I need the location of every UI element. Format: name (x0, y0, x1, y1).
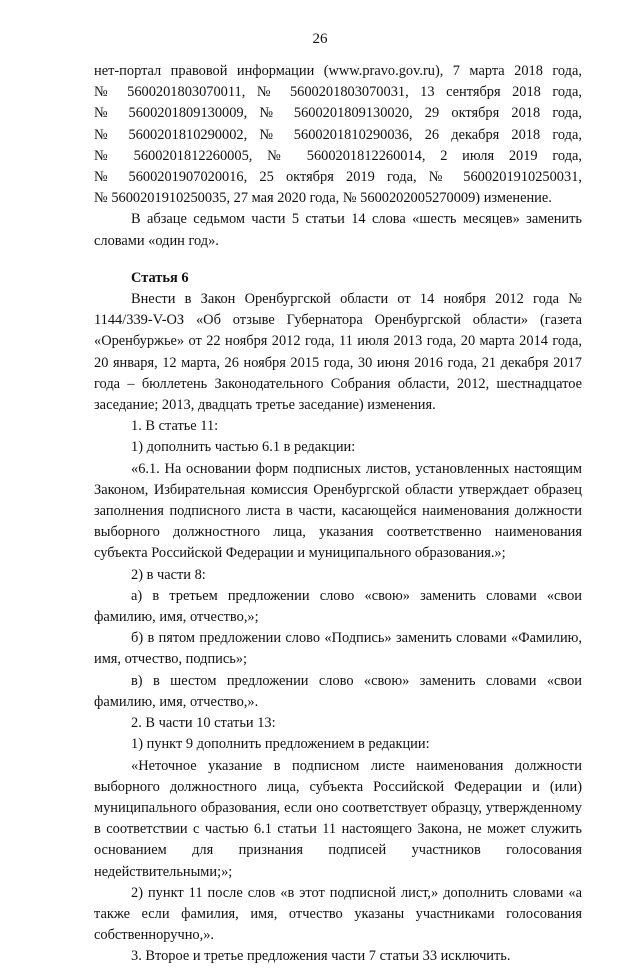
text-line: № 5600201810290002, № 5600201810290036, 26 декабря 2018 года, (94, 126, 582, 143)
text-line: № 5600201907020016, 25 октября 2019 года, № 5600201910250031, (94, 169, 582, 186)
list-item: 2. В части 10 статьи 13: (131, 715, 276, 732)
list-item: б) в пятом предложении слово «Подпись» заменить словами «Фамилию, имя, отчество, подпись»; (94, 630, 582, 668)
list-item: 1) дополнить частью 6.1 в редакции: (131, 439, 356, 456)
list-item: 1. В статье 11: (131, 418, 219, 435)
text-line: № 5600201809130009, № 5600201809130020, 29 октября 2018 года, (94, 105, 582, 122)
list-item: а) в третьем предложении слово «свою» заменить словами «свои фамилию, имя, отчество,»; (94, 587, 582, 626)
text-line: № 5600201910250035, 27 мая 2020 года, № 5600202005270009) изменение. (94, 190, 552, 207)
paragraph-article: Внести в Закон Оренбургской области от 14 ноября 2012 года № 1144/339-V-ОЗ «Об отзыве Губернатора Оренбургской области» (газета «Оренбуржье» от 22 ноября 2012 года, 11 июля 2013 года, 20 марта 2014 года, 20 января, 12 марта, 26 ноября 2015 года, 30 июня 2016 года, 21 декабря 2017 года – бюллетень Законодательного Собрания области, 2012, шестнадцатое заседание; 2013, двадцать третье заседание) изменения. (94, 291, 582, 414)
text-line: нет-портал правовой информации (www.pravo.gov.ru), 7 марта 2018 года, (94, 63, 582, 79)
text-line: № 5600201803070011, № 5600201803070031, 13 сентября 2018 года, (94, 84, 582, 101)
list-item: 3. Второе и третье предложения части 7 статьи 33 исключить. (131, 948, 511, 965)
list-item: в) в шестом предложении слово «свою» заменить словами «свои фамилию, имя, отчество,». (94, 672, 582, 710)
quote-paragraph: «6.1. На основании форм подписных листов, установленных настоящим Законом, Избирательная комиссия Оренбургской области утверждает образец заполнения подписного листа в части, касающейся наименования должности выборного должностного лица, указания соответственно наименования субъекта Российской Федерации и муниципального образования.»; (94, 460, 582, 562)
list-item: 1) пункт 9 дополнить предложением в редакции: (131, 736, 430, 753)
document-body (94, 61, 582, 968)
list-item: 2) в части 8: (131, 566, 206, 583)
article-title: Статья 6 (131, 269, 189, 286)
text-line: № 5600201812260005, № 5600201812260014, 2 июля 2019 года, (94, 147, 582, 164)
list-item: 2) пункт 11 после слов «в этот подписной лист,» дополнить словами «а также если фамилия, имя, отчество указаны участниками голосования собственноручно,». (94, 884, 582, 944)
quote-paragraph: «Неточное указание в подписном листе наименования должности выборного должностного лица, субъекта Российской Федерации и (или) муниципального образования, если оно соответствует образцу, утвержденному в соответствии с частью 6.1 статьи 11 настоящего Закона, не может служить основанием для признания подписей участников голосования недействительными;»; (94, 757, 582, 880)
page-number: 26 (312, 31, 328, 47)
paragraph-abzac: В абзаце седьмом части 5 статьи 14 слова «шесть месяцев» заменить словами «один год». (94, 211, 582, 249)
